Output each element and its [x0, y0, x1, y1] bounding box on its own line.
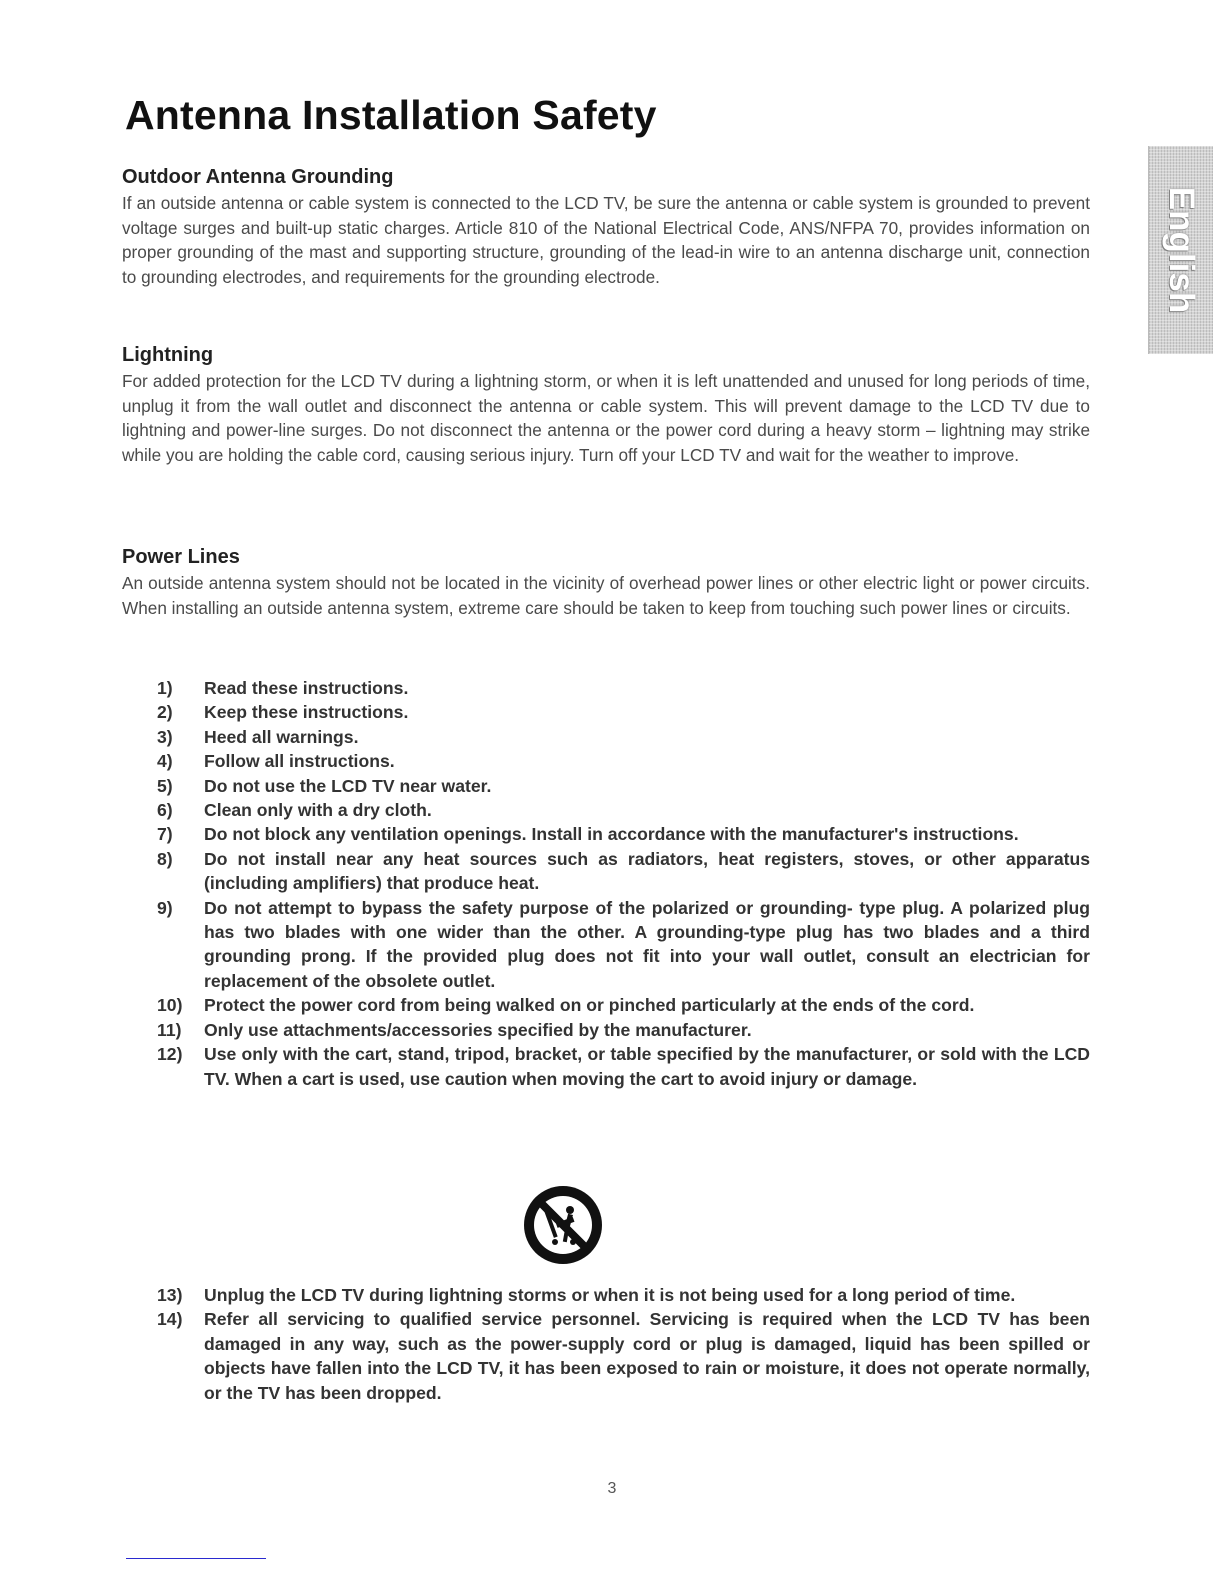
section-outdoor-antenna-grounding	[122, 166, 1090, 289]
item-text: Clean only with a dry cloth.	[204, 800, 432, 821]
item-text: Read these instructions.	[204, 678, 409, 698]
list-item	[157, 822, 1090, 846]
language-tab-label: English	[1162, 186, 1201, 314]
item-text: Only use attachments/accessories specified by the manufacturer.	[204, 1019, 752, 1040]
section-heading: Power Lines	[122, 546, 240, 568]
list-item	[157, 993, 1090, 1017]
item-text: Refer all servicing to qualified service personnel. Servicing is required when the LCD TV has been damaged in any way, such as the power-supply cord or plug is damaged, liquid has been spilled or objects have fallen into the LCD TV, it has been exposed to rain or moisture, it does not operate normally, or the TV has been dropped.	[204, 1309, 1090, 1403]
list-item	[157, 676, 1090, 700]
section-body: For added protection for the LCD TV during a lightning storm, or when it is left unattended and unused for long periods of time, unplug it from the wall outlet and disconnect the antenna or cable system. This will prevent damage to the LCD TV due to lightning and power-line surges. Do not disconnect the antenna or the power cord during a heavy storm – lightning may strike while you are holding the cable cord, causing serious injury. Turn off your LCD TV and wait for the weather to improve.	[122, 371, 1090, 465]
item-text: Keep these instructions.	[204, 702, 409, 723]
item-number: 13)	[157, 1285, 183, 1305]
item-number: 3)	[157, 726, 173, 747]
list-item	[157, 896, 1090, 994]
list-item	[157, 700, 1090, 724]
list-item	[157, 749, 1090, 773]
item-number: 1)	[157, 678, 173, 698]
page-number: 3	[607, 1480, 617, 1497]
list-item	[157, 1042, 1090, 1091]
item-text: Use only with the cart, stand, tripod, bracket, or table specified by the manufacturer, or sold with the LCD TV. When a cart is used, use caution when moving the cart to avoid injury or damage.	[204, 1044, 1090, 1089]
instruction-list-continued	[157, 1283, 1090, 1405]
item-text: Do not use the LCD TV near water.	[204, 775, 492, 796]
item-text: Do not block any ventilation openings. Install in accordance with the manufacturer's instructions.	[204, 824, 1019, 845]
item-number: 2)	[157, 702, 173, 723]
item-number: 8)	[157, 848, 173, 869]
section-heading: Outdoor Antenna Grounding	[122, 166, 394, 188]
section-body: An outside antenna system should not be located in the vicinity of overhead power lines or other electric light or power circuits. When installing an outside antenna system, extreme care should be taken to keep from touching such power lines or circuits.	[122, 573, 1090, 618]
list-item	[157, 1307, 1090, 1405]
list-item	[157, 774, 1090, 798]
item-text: Unplug the LCD TV during lightning storms or when it is not being used for a long period of time.	[204, 1285, 1016, 1305]
item-number: 5)	[157, 775, 173, 796]
section-power-lines	[122, 546, 1090, 620]
item-text: Protect the power cord from being walked on or pinched particularly at the ends of the cord.	[204, 995, 975, 1016]
footnote-divider	[126, 1558, 266, 1559]
list-item	[157, 1018, 1090, 1042]
item-number: 6)	[157, 800, 173, 821]
item-number: 10)	[157, 995, 183, 1016]
item-number: 7)	[157, 824, 173, 845]
list-item	[157, 725, 1090, 749]
cart-tip-over-warning-icon	[518, 1180, 608, 1270]
item-number: 14)	[157, 1309, 183, 1330]
instruction-list	[157, 676, 1090, 1091]
list-item	[157, 1283, 1090, 1307]
item-number: 12)	[157, 1044, 183, 1065]
item-text: Do not install near any heat sources such as radiators, heat registers, stoves, or other apparatus (including amplifiers) that produce heat.	[204, 848, 1090, 894]
item-text: Follow all instructions.	[204, 751, 395, 772]
section-lightning	[122, 344, 1090, 467]
item-text: Heed all warnings.	[204, 726, 359, 747]
section-heading: Lightning	[122, 344, 214, 366]
item-text: Do not attempt to bypass the safety purpose of the polarized or grounding- type plug. A polarized plug has two blades with one wider than the other. A grounding-type plug has two blades and a third grounding prong. If the provided plug does not fit into your wall outlet, consult an electrician for replacement of the obsolete outlet.	[204, 897, 1090, 991]
page-title: Antenna Installation Safety	[125, 92, 657, 138]
item-number: 9)	[157, 897, 173, 918]
item-number: 4)	[157, 751, 173, 772]
item-number: 11)	[157, 1019, 182, 1040]
list-item	[157, 798, 1090, 822]
section-body: If an outside antenna or cable system is connected to the LCD TV, be sure the antenna or cable system is grounded to prevent voltage surges and built-up static charges. Article 810 of the National Electrical Code, ANS/NFPA 70, provides information on proper grounding of the mast and supporting structure, grounding of the lead-in wire to an antenna discharge unit, connection to grounding electrodes, and requirements for the grounding electrode.	[122, 193, 1090, 287]
list-item	[157, 847, 1090, 896]
language-tab	[1148, 146, 1213, 354]
